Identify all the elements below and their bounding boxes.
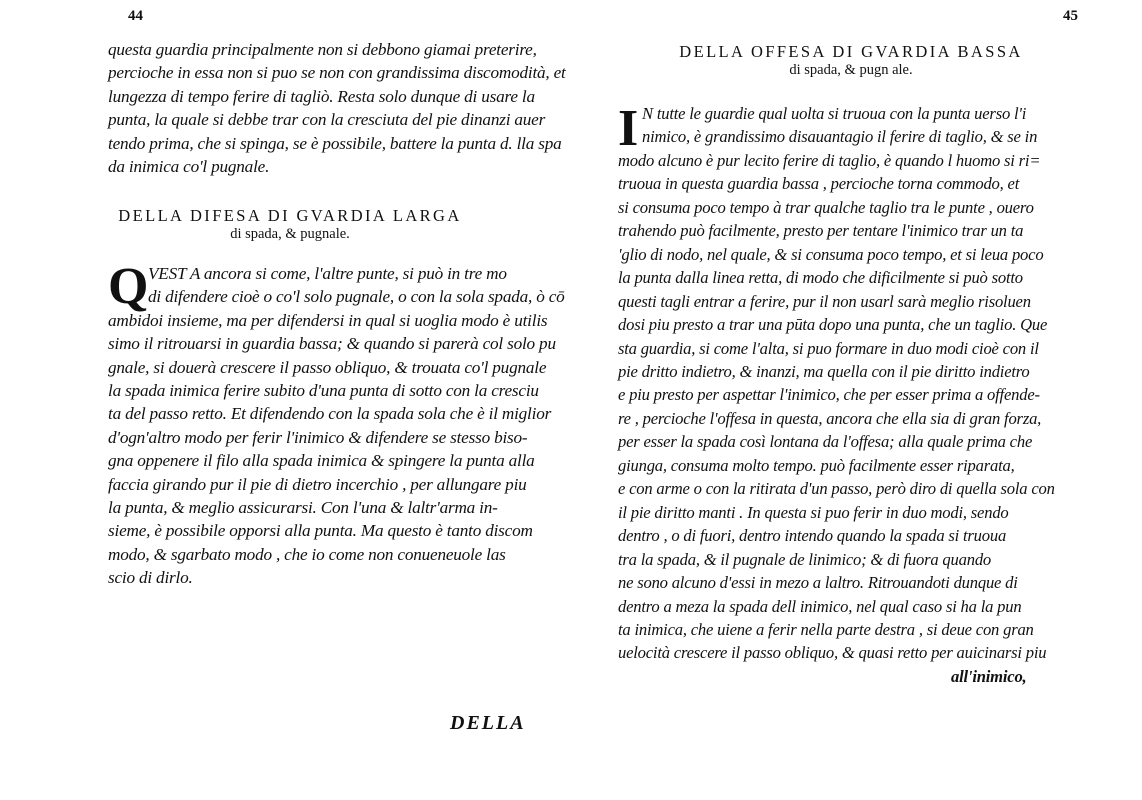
text-line: VEST A ancora si come, l'altre punte, si può in tre mo xyxy=(148,264,507,283)
right-section-paragraph xyxy=(618,102,1055,688)
text-line: trahendo può facilmente, presto per tentare l'inimico trar un ta xyxy=(618,221,1024,241)
text-line: di difendere cioè o co'l solo pugnale, o con la sola spada, ò cō xyxy=(148,287,565,307)
text-line: sieme, è possibile opporsi alla punta. Ma questo è tanto discom xyxy=(108,521,533,541)
text-line: modo, & sgarbato modo , che io come non conueneuole las xyxy=(108,544,506,564)
text-line: si consuma poco tempo à trar qualche taglio tra le punte , ouero xyxy=(618,197,1034,217)
heading-subtitle: di spada, & pugn ale. xyxy=(789,62,913,78)
catchword: all'inimico, xyxy=(951,666,1027,686)
text-line: dentro a meza la spada dell inimico, nel qual caso si ha la pun xyxy=(618,596,1022,616)
text-line: modo alcuno è pur lecito ferire di taglio, è quando l huomo si ri= xyxy=(618,150,1041,170)
text-line: e piu presto per aspettar l'inimico, che per esser prima a offende- xyxy=(618,385,1040,405)
text-line: nimico, è grandissimo disauantagio il ferire di taglio, & se in xyxy=(642,127,1038,147)
text-line: ne sono alcuno d'essi in mezo a laltro. Ritrouandoti dunque di xyxy=(618,573,1018,593)
text-line: la spada inimica ferire subito d'una punta di sotto con la cresciu xyxy=(108,381,539,401)
text-line: pie dritto indietro, & inanzi, ma quella con il pie diritto indietro xyxy=(618,361,1030,381)
text-line: questa guardia principalmente non si debbono giamai preterire, xyxy=(108,40,537,59)
heading-title: DELLA OFFESA DI GVARDIA BASSA xyxy=(679,42,1023,61)
heading-title: DELLA DIFESA DI GVARDIA LARGA xyxy=(118,206,462,225)
right-page xyxy=(571,0,1142,800)
text-line: scio di dirlo. xyxy=(108,568,193,588)
text-line: la punta dalla linea retta, di modo che dificilmente si può sotto xyxy=(618,268,1023,288)
text-line: d'ogn'altro modo per ferir l'inimico & difendere se stesso biso- xyxy=(108,427,528,447)
text-line: tra la spada, & il pugnale de linimico; & di fuora quando xyxy=(618,549,992,569)
section-heading xyxy=(40,206,540,243)
text-line: re , percioche l'offesa in questa, ancora che ella sia di gran forza, xyxy=(618,408,1042,428)
section-heading xyxy=(581,42,1121,79)
text-line: N tutte le guardie qual uolta si truoua con la punta uerso l'i xyxy=(642,104,1027,123)
text-line: il pie diritto manti . In questa si puo ferir in duo modi, sendo xyxy=(618,502,1009,522)
text-line: tendo prima, che si spinga, se è possibile, battere la punta d. lla spa xyxy=(108,133,562,153)
text-line: gna oppenere il filo alla spada inimica & spingere la punta alla xyxy=(108,451,535,471)
text-line: ta del passo retto. Et difendendo con la spada sola che è il miglior xyxy=(108,404,552,424)
text-line: simo il ritrouarsi in guardia bassa; & quando si parerà col solo pu xyxy=(108,334,556,354)
text-line: da inimica co'l pugnale. xyxy=(108,157,270,177)
text-line: dentro , o di fuori, dentro intendo quando la spada si truoua xyxy=(618,526,1007,546)
text-line: sta guardia, si come l'alta, si puo formare in duo modi cioè con il xyxy=(618,338,1039,358)
text-line: giunga, consuma molto tempo. può facilmente esser riparata, xyxy=(618,455,1015,475)
page-number: 45 xyxy=(1063,8,1078,24)
page-number: 44 xyxy=(128,8,143,24)
text-line: truoua in questa guardia bassa , percioche torna commodo, et xyxy=(618,174,1020,194)
drop-cap: I xyxy=(618,100,639,157)
text-line: punta, la quale si debbe trar con la cresciuta del pie dinanzi auer xyxy=(108,110,546,130)
text-line: uelocità crescere il passo obliquo, & quasi retto per auicinarsi piu xyxy=(618,643,1047,663)
text-line: faccia girando pur il pie di dietro incerchio , per allungare piu xyxy=(108,474,527,494)
text-line: 'glio di nodo, nel quale, & si consuma poco tempo, et si leua poco xyxy=(618,244,1044,264)
left-section-paragraph xyxy=(108,258,565,590)
drop-cap: Q xyxy=(108,258,149,315)
text-line: la punta, & meglio assicurarsi. Con l'una & laltr'arma in- xyxy=(108,498,498,518)
text-line: percioche in essa non si puo se non con grandissima discomodità, et xyxy=(108,63,566,83)
text-line: ambidoi insieme, ma per difendersi in qual si uoglia modo è utilis xyxy=(108,310,548,330)
text-line: ta inimica, che uiene a ferir nella parte destra , si deue con gran xyxy=(618,619,1034,639)
catchword: DELLA xyxy=(450,712,526,734)
text-line: questi tagli entrar a ferire, pur il non usarl sarà meglio risoluen xyxy=(618,291,1031,311)
text-line: per esser la spada così lontana da l'offesa; alla quale prima che xyxy=(618,432,1033,452)
left-top-paragraph xyxy=(108,38,566,178)
text-line: dosi piu presto a trar una pūta dopo una punta, che un taglio. Que xyxy=(618,315,1048,335)
text-line: lungezza di tempo ferire di tagliò. Resta solo dunque di usare la xyxy=(108,86,535,106)
heading-subtitle: di spada, & pugnale. xyxy=(230,226,350,242)
text-line: e con arme o con la ritirata d'un passo, però diro di quella sola con xyxy=(618,479,1055,499)
text-line: gnale, si douerà crescere il passo obliquo, & trouata co'l pugnale xyxy=(108,357,547,377)
